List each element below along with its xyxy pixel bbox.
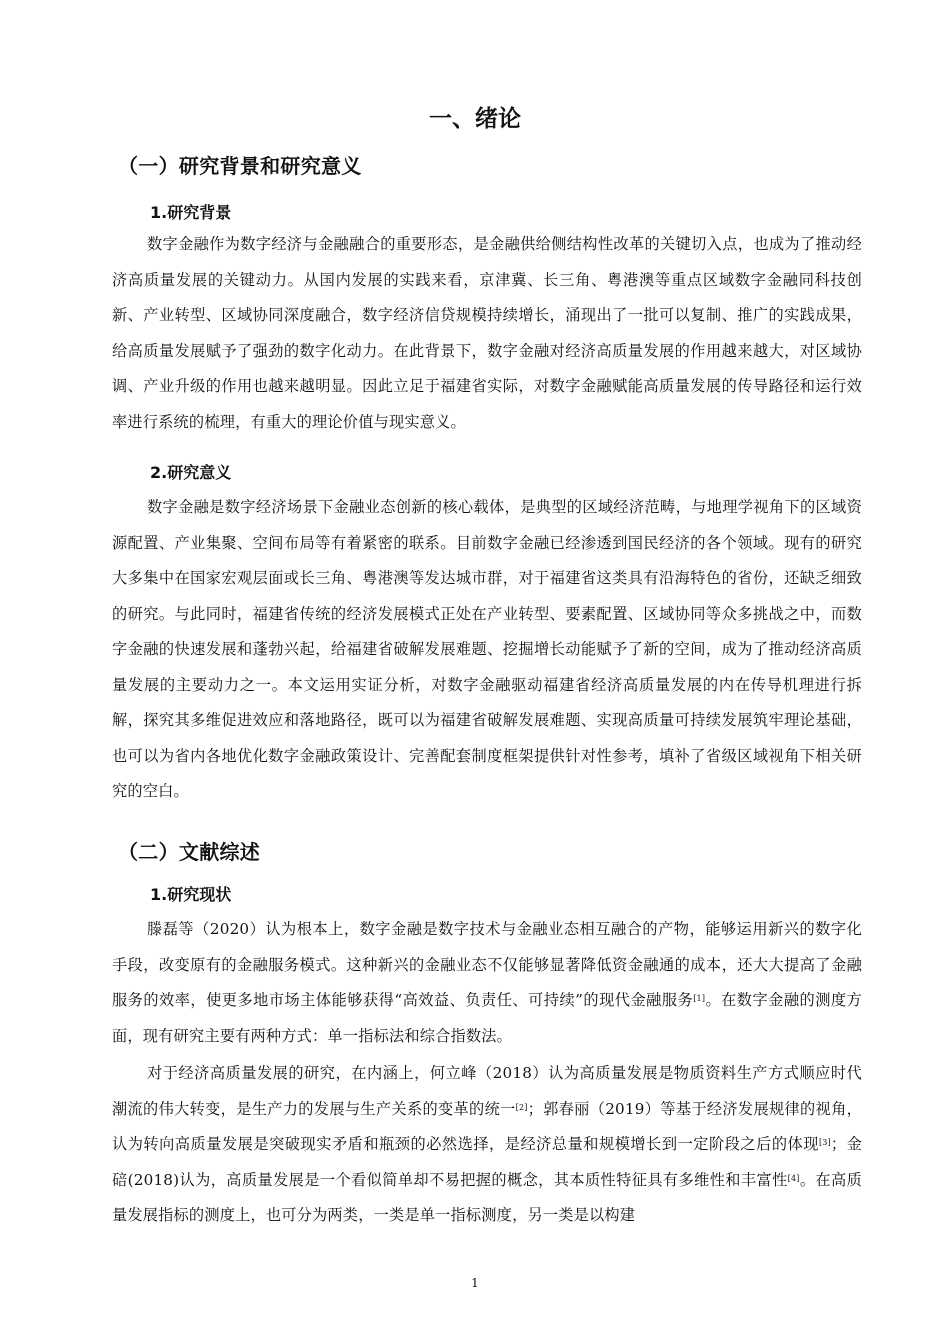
page-number: 1 — [471, 1276, 479, 1290]
section-heading-literature: （二）文献综述 — [118, 840, 261, 864]
citation-ref: [4] — [787, 1173, 800, 1183]
paragraph-significance: 数字金融是数字经济场景下金融业态创新的核心载体，是典型的区域经济范畴，与地理学视角下的区域资源配置、产业集聚、空间布局等有着紧密的联系。目前数字金融已经渗透到国民经济的各个领域。现有的研究大多集中在国家宏观层面或长三角、粤港澳等发达城市群，对于福建省这类具有沿海特色的省份，还缺乏细致的研究。与此同时，福建省传统的经济发展模式正处在产业转型、要素配置、区域协同等众多挑战之中，而数字金融的快速发展和蓬勃兴起，给福建省破解发展难题、挖掘增长动能赋予了新的空间，成为了推动经济高质量发展的主要动力之一。本文运用实证分析，对数字金融驱动福建省经济高质量发展的内在传导机理进行拆解，探究其多维促进效应和落地路径，既可以为福建省破解发展难题、实现高质量可持续发展筑牢理论基础，也可以为省内各地优化数字金融政策设计、完善配套制度框架提供针对性参考，填补了省级区域视角下相关研究的空白。 — [112, 498, 862, 800]
citation-ref: [1] — [693, 994, 706, 1003]
paragraph-text: 滕磊等（2020）认为根本上，数字金融是数字技术与金融业态相互融合的产物，能够运用新兴的数字化手段，改变原有的金融服务模式。这种新兴的金融业态不仅能够显著降低资金融通的成本，还大大提高了金融服务的效率，使更多地市场主体能够获得“高效益、负责任、可持续”的现代金融服务 — [112, 920, 862, 1009]
subsection-heading-background: 1.研究背景 — [150, 203, 232, 222]
paragraph-text: 。在数字金融的测度方面，现有研究主要有两种方式：单一指标法和综合指数法。 — [112, 991, 862, 1045]
citation-ref: [3] — [818, 1138, 831, 1147]
paragraph-text: ；郭春丽（2019）等基于经济发展规律的视角，认为转向高质量发展是突破现实矛盾和瓶颈的必然选择，是经济总量和规模增长到一定阶段之后的体现 — [112, 1099, 862, 1153]
paragraph-quality-development — [112, 1056, 862, 1234]
section-heading-background: （一）研究背景和研究意义 — [118, 154, 362, 178]
paragraph-background: 数字金融作为数字经济与金融融合的重要形态，是金融供给侧结构性改革的关键切入点，也成为了推动经济高质量发展的关键动力。从国内发展的实践来看，京津冀、长三角、粤港澳等重点区域数字金融同科技创新、产业转型、区域协同深度融合，数字经济信贷规模持续增长，涌现出了一批可以复制、推广的实践成果，给高质量发展赋予了强劲的数字化动力。在此背景下，数字金融对经济高质量发展的作用越来越大，对区域协调、产业升级的作用也越来越明显。因此立足于福建省实际，对数字金融赋能高质量发展的传导路径和运行效率进行系统的梳理，有重大的理论价值与现实意义。 — [112, 235, 862, 431]
paragraph-text: 对于经济高质量发展的研究，在内涵上，何立峰（2018）认为高质量发展是物质资料生产方式顺应时代潮流的伟大转变，是生产力的发展与生产关系的变革的统一 — [112, 1064, 862, 1118]
paragraph-text: 。在高质量发展指标的测度上，也可分为两类，一类是单一指标测度，另一类是以构建 — [112, 1170, 862, 1224]
citation-ref: [2] — [515, 1102, 528, 1112]
paragraph-text: ；金碚(2018)认为，高质量发展是一个看似简单却不易把握的概念，其本质性特征具有多维性和丰富性 — [112, 1135, 863, 1189]
paragraph-status — [112, 912, 862, 1054]
subsection-heading-significance: 2.研究意义 — [150, 463, 232, 482]
chapter-title: 一、绪论 — [429, 106, 521, 132]
subsection-heading-status: 1.研究现状 — [150, 885, 232, 904]
